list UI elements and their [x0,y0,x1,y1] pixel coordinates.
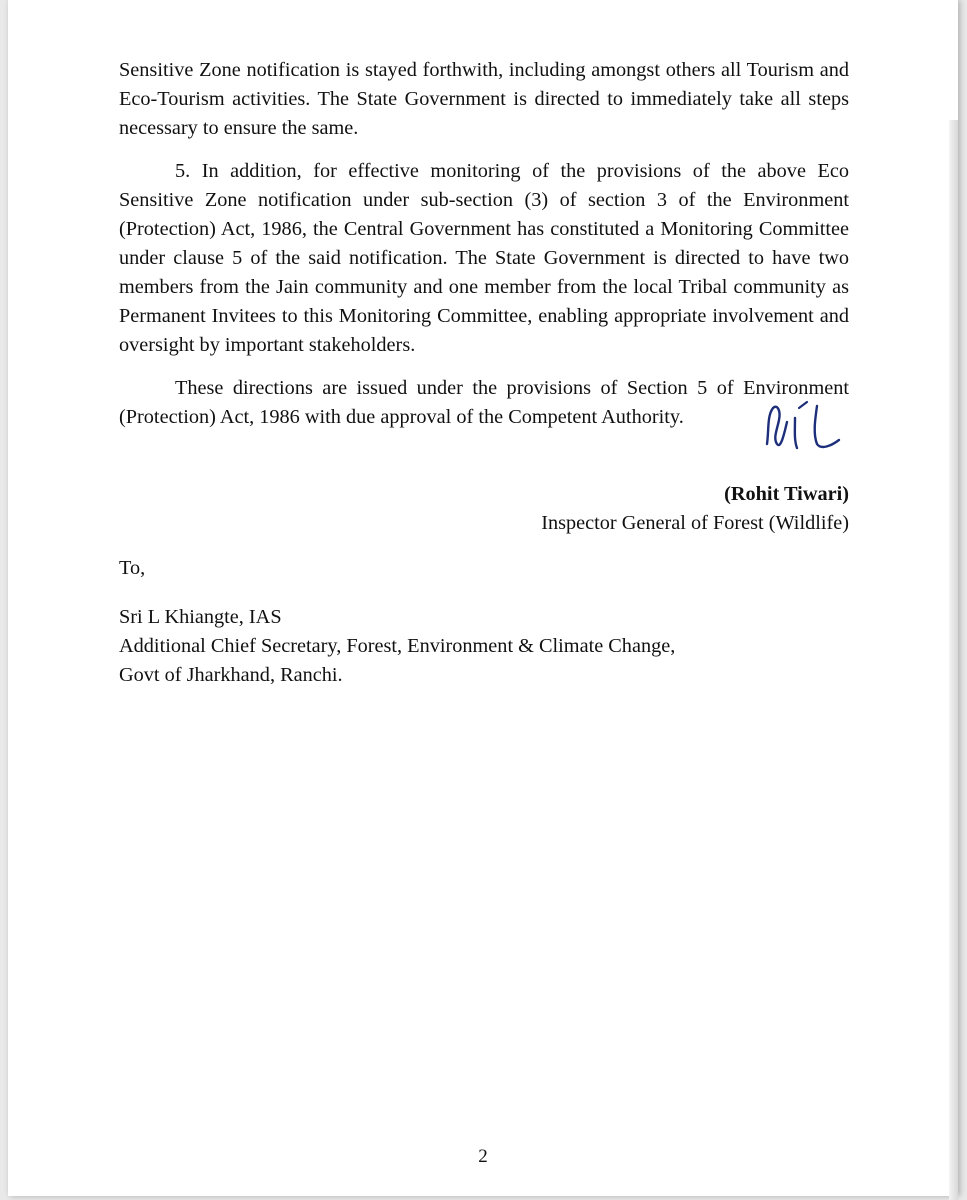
page-edge-shadow [949,120,958,1200]
recipient-office: Govt of Jharkhand, Ranchi. [119,664,343,686]
handwritten-signature [761,400,843,456]
document-body [119,56,849,690]
signatory-designation: Inspector General of Forest (Wildlife) [541,512,849,534]
paragraph-5-monitoring: 5. In addition, for effective monitoring of the provisions of the above Eco Sensitive Zone notification under sub-section (3) of section 3 of the Environment (Protection) Act, 1986, the Central Government has constituted a Monitoring Committee under clause 5 of the said notification. The State Government is directed to have two members from the Jain community and one member from the local Tribal community as Permanent Invitees to this Monitoring Committee, enabling appropriate involvement and oversight by important stakeholders. [119,160,849,356]
document-page [8,0,958,1196]
paragraph-continuation: Sensitive Zone notification is stayed forthwith, including amongst others all Tourism and Eco-Tourism activities. The State Government is directed to immediately take all steps necessary to ensure the same. [119,59,849,139]
page-number: 2 [478,1146,488,1167]
recipient-salutation: To, [119,557,146,579]
signature-block [119,444,849,534]
paragraph-directions: These directions are issued under the provisions of Section 5 of Environment (Protection) Act, 1986 with due approval of the Competent Authority. [119,377,849,428]
recipient-address [119,603,849,690]
recipient-designation: Additional Chief Secretary, Forest, Environment & Climate Change, [119,635,676,657]
recipient-block [119,554,849,690]
recipient-name: Sri L Khiangte, IAS [119,606,282,628]
signatory-name: (Rohit Tiwari) [724,483,849,505]
